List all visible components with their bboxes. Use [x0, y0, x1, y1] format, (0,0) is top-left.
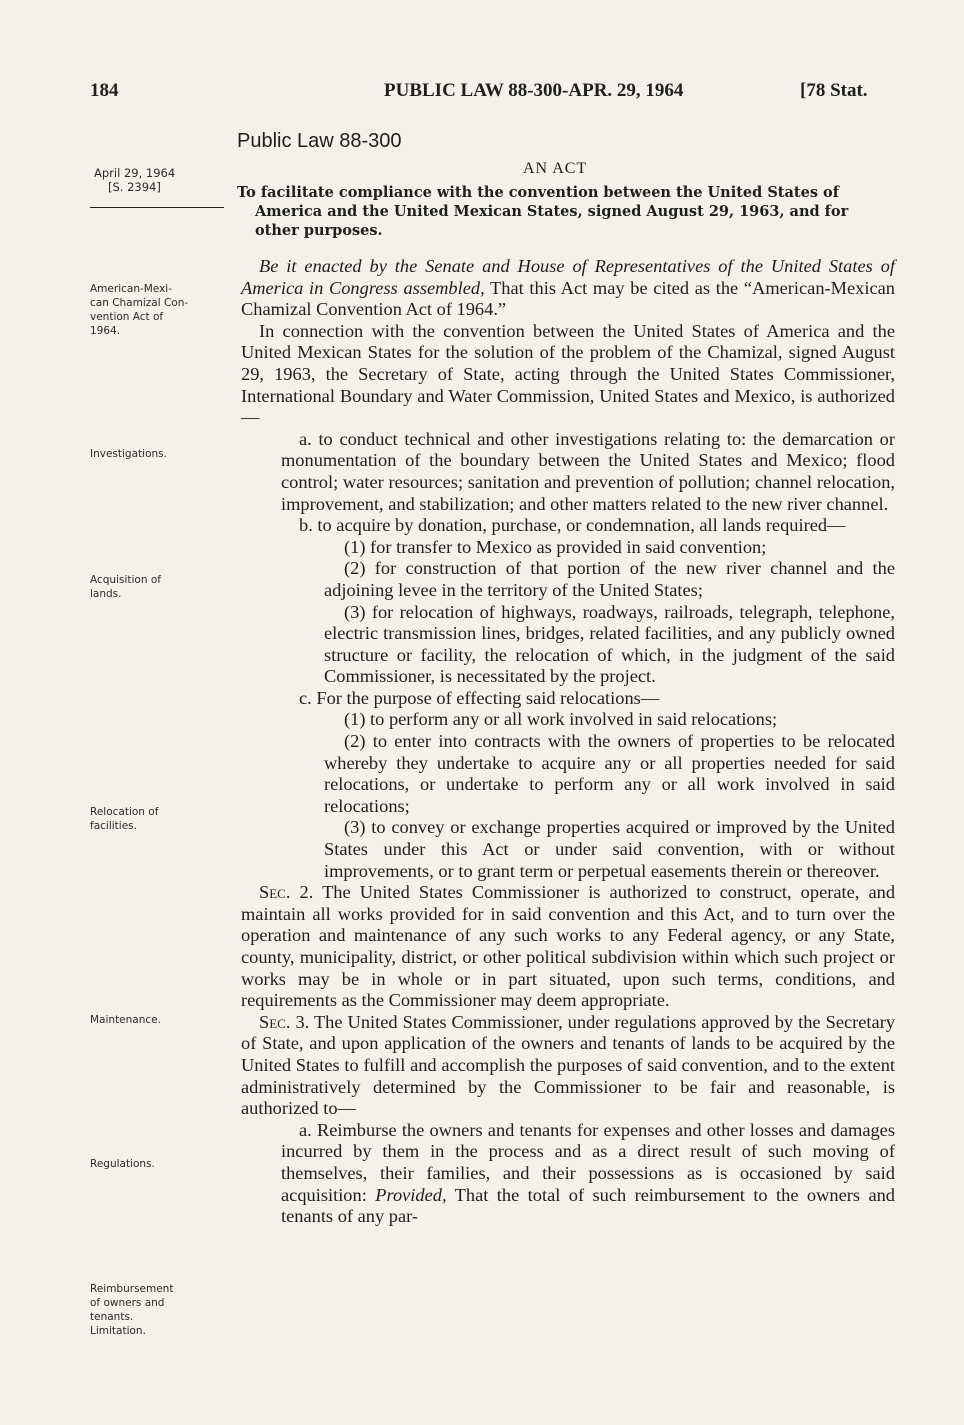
section-3: Sec. 3. The United States Commissioner, under regulations approved by the Secretary of State, and upon application of the owners and tenants of lands to be acquired by the United States to fulfill and accomplish the purposes of said convention, and to the extent administratively determined by the Commissioner to be fair and reasonable, is authorized to— — [241, 1011, 896, 1119]
item-c2: (2) to enter into contracts with the owners of properties to be relocated whereby they undertake to acquire any or all properties needed for said relocations, or undertake to perform any or all work involved in said relocations; — [324, 731, 895, 816]
margin-regulations: Regulations. — [90, 1158, 155, 1170]
para-connection: In connection with the convention between the United States of America and the United Mexican States for the solution of the problem of the Chamizal, signed August 29, 1963, the Secretary of State, acting through the United States Commissioner, International Boundary and Water Commission, United States and Mexico, is authorized— — [241, 320, 895, 428]
statute-reference: [78 Stat. — [800, 80, 868, 101]
running-header-title: PUBLIC LAW 88-300-APR. 29, 1964 — [384, 80, 684, 101]
divider-rule — [90, 207, 224, 208]
margin-acquisition: Acquisition of lands. — [90, 574, 161, 600]
section-2: Sec. 2. The United States Commissioner is authorized to construct, operate, and maintain all works provided for in said convention and this Act, and to turn over the operation and maintenance of any such works to any Federal agency, or any State, county, municipality, district, or other political subdivision within which such project or works may be in whole or in part situated, upon such terms, conditions, and requirements as the Commissioner may deem appropriate. — [241, 882, 896, 1011]
item-c1: (1) to perform any or all work involved in said relocations; — [344, 709, 778, 730]
act-label: AN ACT — [523, 160, 588, 177]
public-law-label: Public Law 88-300 — [237, 130, 402, 152]
item-b3: (3) for relocation of highways, roadways, railroads, telegraph, telephone, electric transmission lines, bridges, related facilities, and any publicly owned structure or facility, the relocation of which, in the judgment of the said Commissioner, is necessitated by the project. — [324, 601, 895, 687]
item-a: a. to conduct technical and other investigations relating to: the demarcation or monumentation of the boundary between the United States and Mexico; flood control; water resources; sanitation and prevention of pollution; channel relocation, improvement, and stabilization; and other matters related to the new river channel. — [281, 428, 895, 514]
enacting-clause: Be it enacted by the Senate and House of Representatives of the United States of America in Congress assembled, That this Act may be cited as the “American-Mexican Chamizal Convention Act of 1964.” — [241, 256, 896, 320]
item-b2: (2) for construction of that portion of the new river channel and the adjoining levee in the territory of the United States; — [324, 558, 895, 600]
page-number: 184 — [90, 80, 119, 101]
margin-reimbursement: Reimbursement of owners and tenants. Limitation. — [90, 1283, 174, 1337]
item-c3: (3) to convey or exchange properties acquired or improved by the United States under this Act or under said convention, with or without improvements, or to grant term or perpetual easements therein or thereover. — [324, 817, 895, 881]
margin-maintenance: Maintenance. — [90, 1014, 161, 1026]
item-b1: (1) for transfer to Mexico as provided in said convention; — [344, 536, 767, 557]
bill-note: [S. 2394] — [108, 180, 161, 194]
item-c: c. For the purpose of effecting said relocations— — [299, 687, 660, 708]
margin-short-title: American-Mexi- can Chamizal Con- vention Act of 1964. — [90, 283, 189, 337]
item-3a: a. Reimburse the owners and tenants for expenses and other losses and damages incurred by them in the process and as a direct result of such moving of themselves, their families, and their possessions as is occasioned by said acquisition: Provided, That the total of such reimbursement to the owners and tenants of any par- — [281, 1119, 896, 1227]
act-body — [241, 256, 895, 1228]
margin-relocation: Relocation of facilities. — [90, 806, 159, 832]
date-note: April 29, 1964 — [94, 166, 176, 180]
margin-limitation: Limitation. — [90, 1325, 146, 1337]
purpose-clause: To facilitate compliance with the convention between the United States of America and the United Mexican States, signed August 29, 1963, and for other purposes. — [237, 184, 849, 239]
margin-date — [94, 166, 175, 194]
margin-investigations: Investigations. — [90, 448, 167, 460]
item-b: b. to acquire by donation, purchase, or condemnation, all lands required— — [299, 515, 846, 536]
